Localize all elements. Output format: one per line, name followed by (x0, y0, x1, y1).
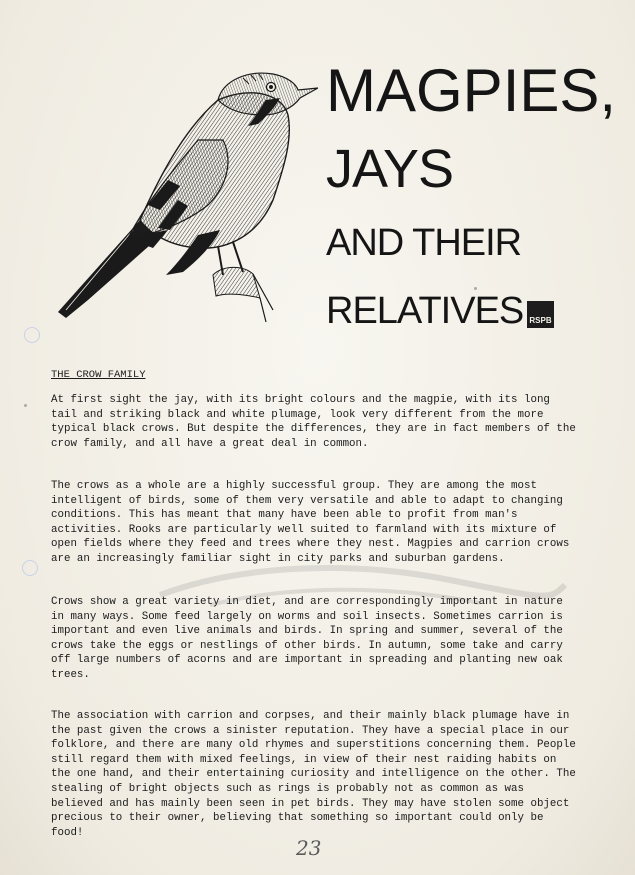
rspb-logo: RSPB (527, 301, 554, 328)
title-line-1: MAGPIES, (326, 57, 617, 124)
paragraph-3: Crows show a great variety in diet, and are correspondingly important in nature in many ways. Some feed largely on worms and soil insects. Sometimes carrion is important and even live animals and birds. In spring and summer, several of the crows take the eggs or nestlings of other birds. In autumn, some take and carry off large numbers of acorns and are important in spreading and planting new oak trees. (51, 596, 563, 681)
title-line-3: AND THEIR (326, 222, 522, 264)
title-line-4: RELATIVES (326, 290, 524, 332)
paragraph-4: The association with carrion and corpses, and their mainly black plumage have in the past given the crows a sinister reputation. They have a special place in our folklore, and there are many old rhymes and superstitions concerning them. People still regard them with mixed feelings, in view of their nest raiding habits on the one hand, and their entertaining curiosity and intelligence on the other. The stealing of bright objects such as rings is probably not as common as was believed and has mainly been seen in pet birds. They may have stolen some object precious to their owner, believing that something so important could only be food! (51, 710, 576, 839)
section-heading: THE CROW FAMILY (51, 369, 146, 381)
punch-hole-mark (22, 560, 38, 576)
ink-speck (474, 287, 477, 290)
ink-speck (24, 404, 27, 407)
page-number: 23 (296, 836, 322, 860)
paragraph-2: The crows as a whole are a highly successful group. They are among the most intelligent of birds, some of them very versatile and able to adapt to changing conditions. This has meant that many have been able to profit from man's activities. Rooks are particularly well suited to farmland with its mixture of open fields where they feed and trees where they nest. Magpies and carrion crows are an increasingly familiar sight in city parks and suburban gardens. (51, 480, 570, 565)
jay-bird-illustration (48, 60, 318, 330)
paragraph-1: At first sight the jay, with its bright colours and the magpie, with its long tail and striking black and white plumage, look very different from the more typical black crows. But despite the differences, they are in fact members of the crow family, and all have a great deal in common. (51, 394, 576, 450)
punch-hole-mark (24, 327, 40, 343)
title-line-2: JAYS (326, 139, 454, 199)
